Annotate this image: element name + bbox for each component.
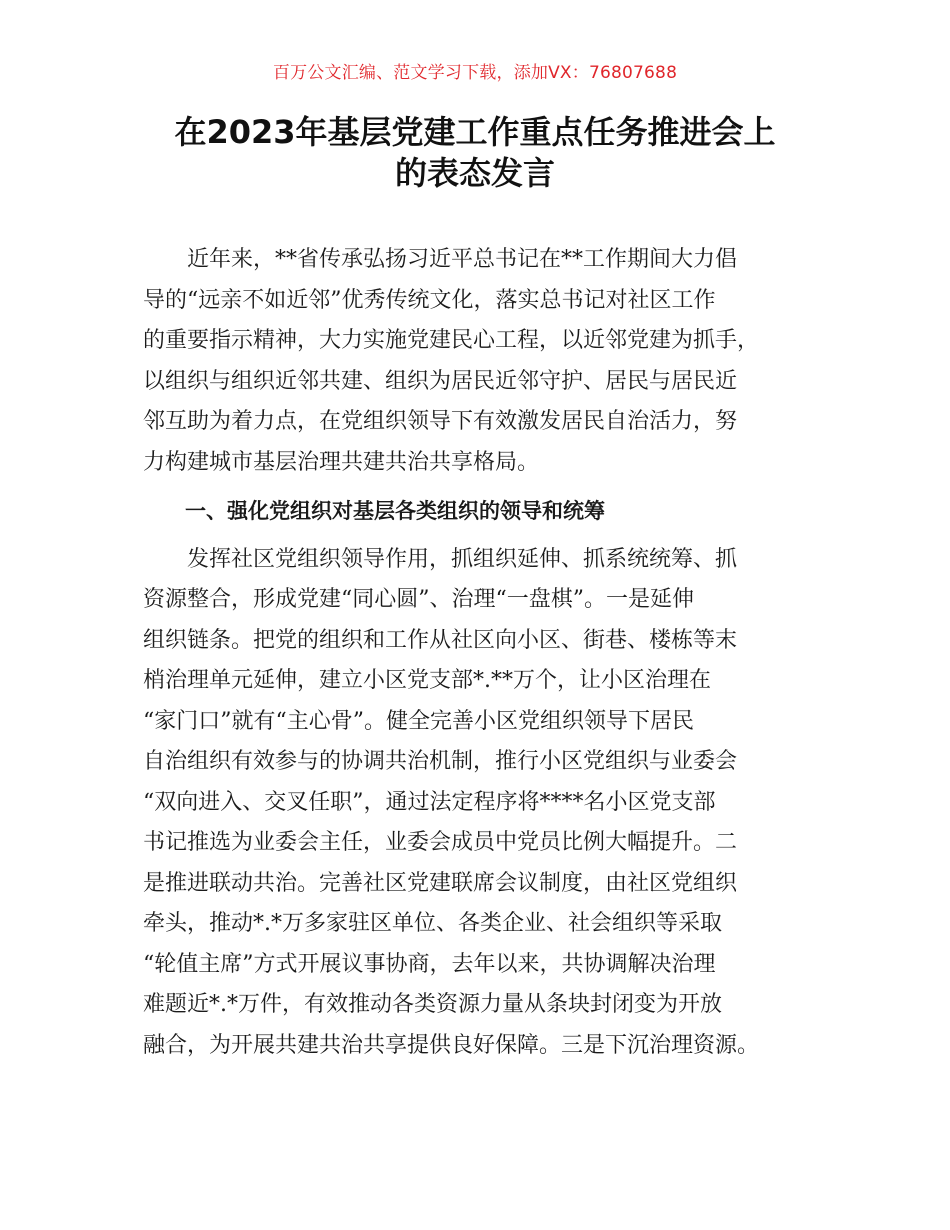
text-line: 资源整合，形成党建“同心圆”、治理“一盘棋”。一是延伸	[143, 587, 694, 612]
paragraph-section-1	[143, 540, 833, 1067]
text-line: 书记推选为业委会主任，业委会成员中党员比例大幅提升。二	[143, 830, 738, 855]
text-line: 难题近*.*万件，有效推动各类资源力量从条块封闭变为开放	[143, 992, 722, 1017]
document-body	[143, 240, 833, 1066]
text-line: 邻互助为着力点，在党组织领导下有效激发居民自治活力，努	[143, 409, 738, 434]
text-line: 力构建城市基层治理共建共治共享格局。	[143, 449, 540, 475]
watermark-banner: 百万公文汇编、范文学习下载，添加VX：76807688	[272, 63, 678, 83]
text-line: 梢治理单元延伸，建立小区党支部*.**万个，让小区治理在	[143, 668, 711, 693]
paragraph-intro	[143, 240, 833, 483]
title-line-1: 在2023年基层党建工作重点任务推进会上	[174, 113, 776, 151]
text-line: 近年来，**省传承弘扬习近平总书记在**工作期间大力倡	[143, 247, 738, 272]
text-line: 以组织与组织近邻共建、组织为居民近邻守护、居民与居民近	[143, 368, 738, 394]
text-line: “双向进入、交叉任职”，通过法定程序将****名小区党支部	[143, 789, 716, 815]
text-line: 发挥社区党组织领导作用，抓组织延伸、抓系统统筹、抓	[143, 546, 738, 572]
text-line: 导的“远亲不如近邻”优秀传统文化，落实总书记对社区工作	[143, 287, 716, 313]
text-line: 牵头，推动*.*万多家驻区单位、各类企业、社会组织等采取	[143, 911, 722, 936]
text-line: 的重要指示精神，大力实施党建民心工程，以近邻党建为抓手，	[143, 328, 760, 353]
text-line: “轮值主席”方式开展议事协商，去年以来，共协调解决治理	[143, 951, 716, 977]
text-line: 是推进联动共治。完善社区党建联席会议制度，由社区党组织	[143, 870, 738, 896]
text-line: 融合，为开展共建共治共享提供良好保障。三是下沉治理资源。	[143, 1032, 760, 1058]
text-line: “家门口”就有“主心骨”。健全完善小区党组织领导下居民	[143, 708, 694, 734]
text-line: 组织链条。把党的组织和工作从社区向小区、街巷、楼栋等末	[143, 627, 738, 653]
title-line-2: 的表态发言	[394, 153, 555, 192]
text-line: 自治组织有效参与的协调共治机制，推行小区党组织与业委会	[143, 749, 738, 774]
section-heading-1: 一、强化党组织对基层各类组织的领导和统筹	[143, 499, 605, 523]
document-title	[120, 112, 830, 193]
